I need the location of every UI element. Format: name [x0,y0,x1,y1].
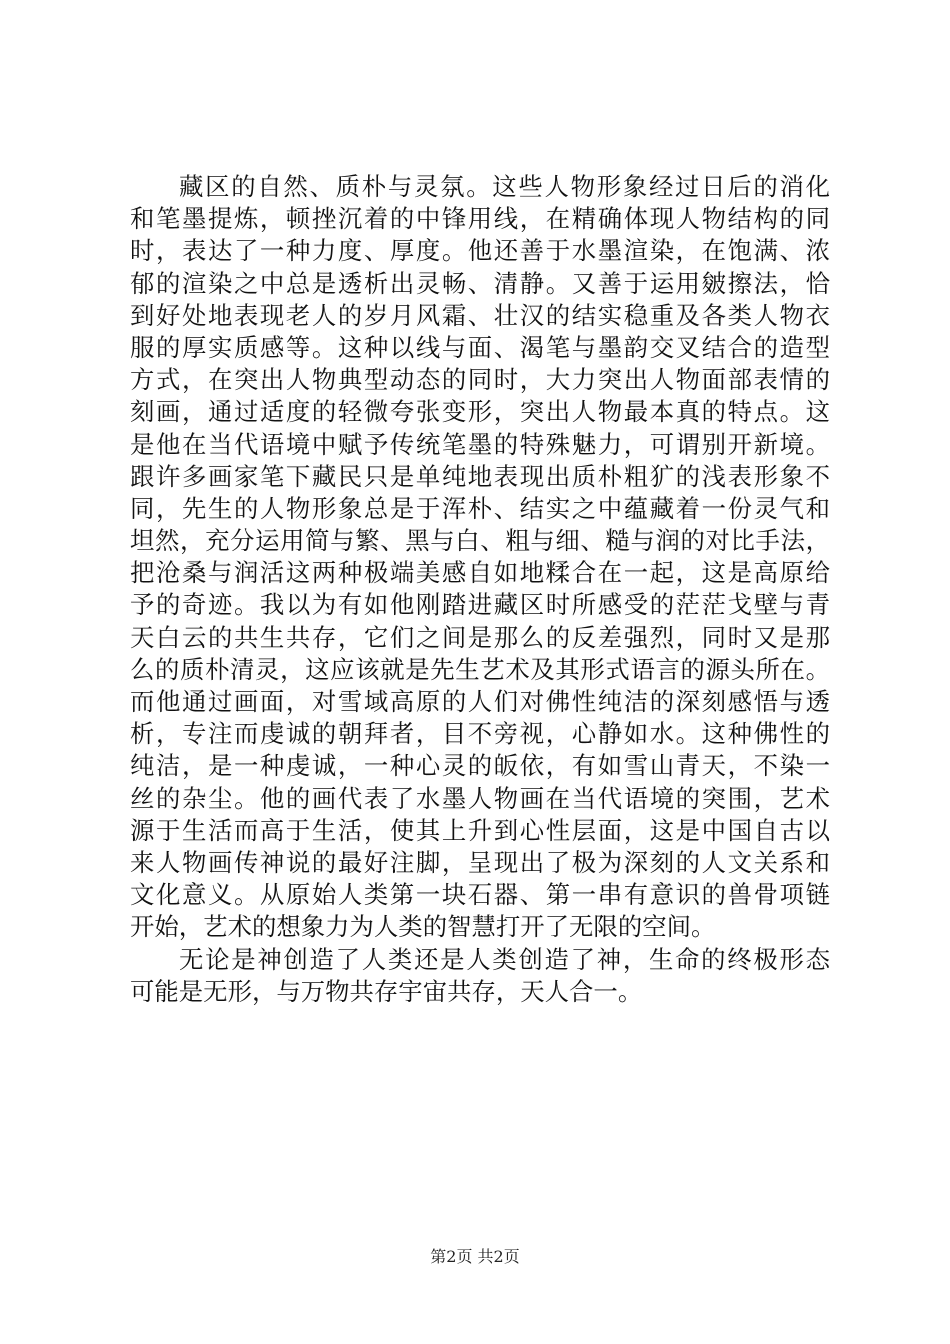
text-line: 跟许多画家笔下藏民只是单纯地表现出质朴粗犷的浅表形象不 [130,461,830,491]
text-line: 服的厚实质感等。这种以线与面、渴笔与墨韵交叉结合的造型 [130,332,830,362]
text-line: 么的质朴清灵，这应该就是先生艺术及其形式语言的源头所在。 [130,654,830,684]
page-footer [0,1244,950,1267]
text-line: 郁的渲染之中总是透析出灵畅、清静。又善于运用皴擦法，恰 [130,268,830,298]
text-line: 和笔墨提炼，顿挫沉着的中锋用线，在精确体现人物结构的同 [130,204,830,234]
text-line: 坦然，充分运用简与繁、黑与白、粗与细、糙与润的对比手法， [130,526,830,556]
page-number: 第2页 共2页 [430,1247,520,1266]
text-line: 文化意义。从原始人类第一块石器、第一串有意识的兽骨项链 [130,880,830,910]
text-line: 丝的杂尘。他的画代表了水墨人物画在当代语境的突围，艺术 [130,783,830,813]
text-line: 析，专注而虔诚的朝拜者，目不旁视，心静如水。这种佛性的 [130,719,830,749]
text-line: 是他在当代语境中赋予传统笔墨的特殊魅力，可谓别开新境。 [130,429,830,459]
text-line: 方式，在突出人物典型动态的同时，大力突出人物面部表情的 [130,365,830,395]
text-line: 来人物画传神说的最好注脚，呈现出了极为深刻的人文关系和 [130,847,830,877]
text-line: 刻画，通过适度的轻微夸张变形，突出人物最本真的特点。这 [130,397,830,427]
text-line: 源于生活而高于生活，使其上升到心性层面，这是中国自古以 [130,815,830,845]
article-body [130,171,830,1008]
text-line: 开始，艺术的想象力为人类的智慧打开了无限的空间。 [130,912,716,942]
text-line: 到好处地表现老人的岁月风霜、壮汉的结实稳重及各类人物衣 [130,300,830,330]
text-line: 时，表达了一种力度、厚度。他还善于水墨渲染，在饱满、浓 [130,236,830,266]
text-line: 天白云的共生共存，它们之间是那么的反差强烈，同时又是那 [130,622,830,652]
text-line: 而他通过画面，对雪域高原的人们对佛性纯洁的深刻感悟与透 [130,687,830,716]
text-line: 同，先生的人物形象总是于浑朴、结实之中蕴藏着一份灵气和 [130,493,830,523]
text-line: 予的奇迹。我以为有如他刚踏进藏区时所感受的茫茫戈壁与青 [130,590,830,620]
text-line: 无论是神创造了人类还是人类创造了神，生命的终极形态 [179,944,830,974]
text-line: 藏区的自然、质朴与灵氛。这些人物形象经过日后的消化 [179,172,830,201]
text-line: 可能是无形，与万物共存宇宙共存，天人合一。 [130,976,643,1006]
paragraph [130,171,830,944]
text-line: 把沧桑与润活这两种极端美感自如地糅合在一起，这是高原给 [130,558,830,588]
paragraph [130,944,830,1008]
text-line: 纯洁，是一种虔诚，一种心灵的皈依，有如雪山青天，不染一 [130,751,830,781]
